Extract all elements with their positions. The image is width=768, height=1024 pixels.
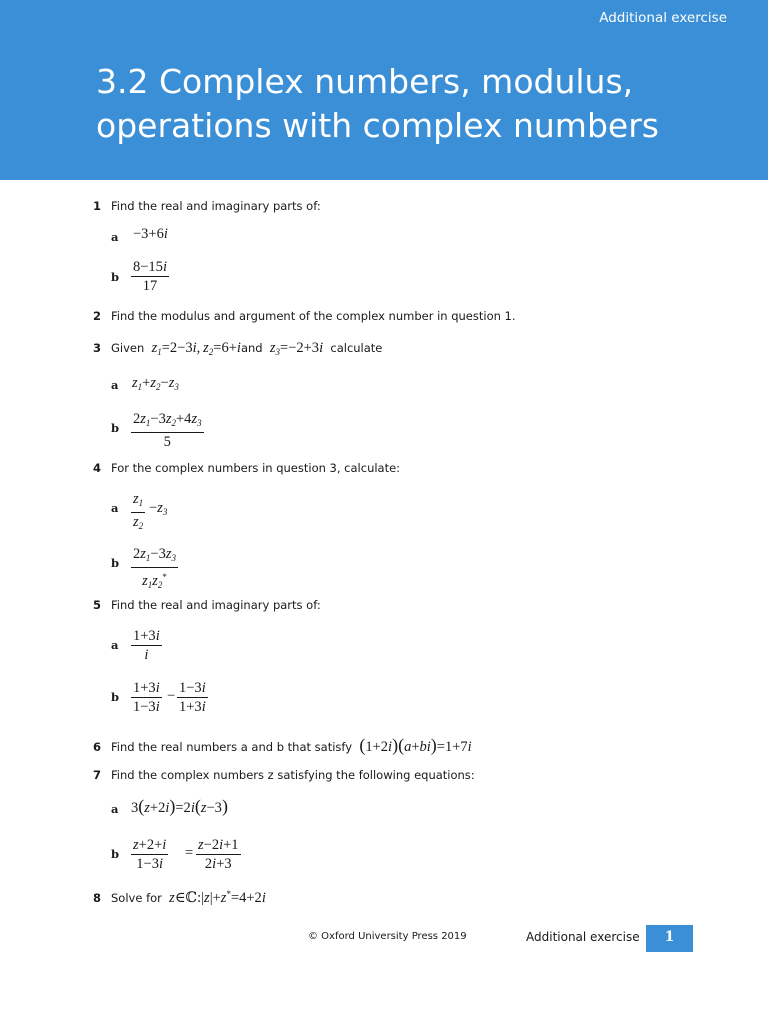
- math-fraction: $\frac{1-3i}{1+3i}$: [179, 680, 206, 715]
- question-number: 2: [93, 309, 102, 323]
- question-text: Find the real and imaginary parts of:: [111, 598, 321, 612]
- part-label: a: [111, 230, 119, 244]
- part-label: a: [111, 802, 119, 816]
- copyright-text: © Oxford University Press 2019: [308, 931, 467, 942]
- question-number: 1: [93, 199, 102, 213]
- question-number: 8: [93, 891, 102, 905]
- part-label: a: [111, 638, 119, 652]
- question-number: 3: [93, 341, 102, 355]
- question-4: [93, 461, 400, 475]
- math-fraction: $\frac{z-2i+1}{2i+3}$: [198, 837, 239, 872]
- math-fraction: $\frac{z+2+i}{1-3i}$: [133, 837, 167, 872]
- question-number: 5: [93, 598, 102, 612]
- question-number: 4: [93, 461, 102, 475]
- part-label: a: [111, 501, 119, 515]
- question-text: For the complex numbers in question 3, calculate:: [111, 461, 401, 475]
- math-expression: =: [185, 845, 194, 861]
- page-title: 3.2 Complex numbers, modulus, operations with complex numbers: [96, 62, 659, 145]
- part-label: b: [111, 270, 120, 284]
- part-label: b: [111, 847, 120, 861]
- question-text: Find the real and imaginary parts of:: [111, 199, 321, 213]
- math-expression: (1+2i)(a+bi)=1+7i: [359, 735, 472, 755]
- page-number: 1: [646, 925, 693, 952]
- question-text: Find the modulus and argument of the complex number in question 1.: [111, 309, 516, 323]
- math-fraction: $\frac{8-15i}{17}$: [133, 259, 167, 294]
- math-fraction: $\frac{1+3i}{i}$: [133, 628, 160, 663]
- math-expression: $z_3=-2+3i$: [269, 340, 324, 357]
- math-expression: $z_1=2-3i$, $z_2=6+i$: [151, 340, 241, 357]
- part-label: b: [111, 421, 120, 435]
- footer-label: Additional exercise: [526, 930, 640, 944]
- math-fraction: $\frac{2z_1-3z_3}{z_1z_2^*}$: [133, 546, 176, 590]
- math-expression: z∈ℂ:|z|+z*=4+2i: [169, 889, 266, 906]
- question-text: and: [240, 341, 263, 355]
- question-6: [93, 735, 472, 756]
- math-expression: $z_1+z_2-z_3$: [132, 375, 179, 392]
- question-text: Find the complex numbers z satisfying the following equations:: [111, 768, 475, 782]
- part-label: b: [111, 556, 120, 570]
- question-text: Solve for: [111, 891, 162, 905]
- question-number: 7: [93, 768, 102, 782]
- part-label: a: [111, 378, 119, 392]
- question-5: [93, 598, 321, 612]
- question-2: [93, 309, 516, 323]
- question-text: Given: [111, 341, 145, 355]
- question-3: [93, 340, 382, 357]
- question-8: [93, 889, 266, 907]
- math-expression: −: [167, 688, 176, 704]
- question-text: calculate: [330, 341, 383, 355]
- math-fraction: $\frac{1+3i}{1-3i}$: [133, 680, 160, 715]
- question-number: 6: [93, 740, 102, 754]
- math-fraction: $\frac{2z_1-3z_2+4z_3}{5}$: [133, 411, 202, 450]
- math-expression: 3(z+2i)=2i(z−3): [131, 796, 228, 816]
- question-7: [93, 768, 475, 782]
- question-text: Find the real numbers a and b that satisfy: [111, 740, 353, 754]
- header-tag: Additional exercise: [599, 10, 727, 26]
- math-fraction: $\frac{z_1}{z_2}$: [133, 491, 144, 531]
- math-expression: $-z_3$: [149, 500, 168, 517]
- part-label: b: [111, 690, 120, 704]
- question-1: [93, 199, 321, 213]
- math-expression: −3+6i: [133, 226, 168, 242]
- header-banner: [0, 0, 768, 180]
